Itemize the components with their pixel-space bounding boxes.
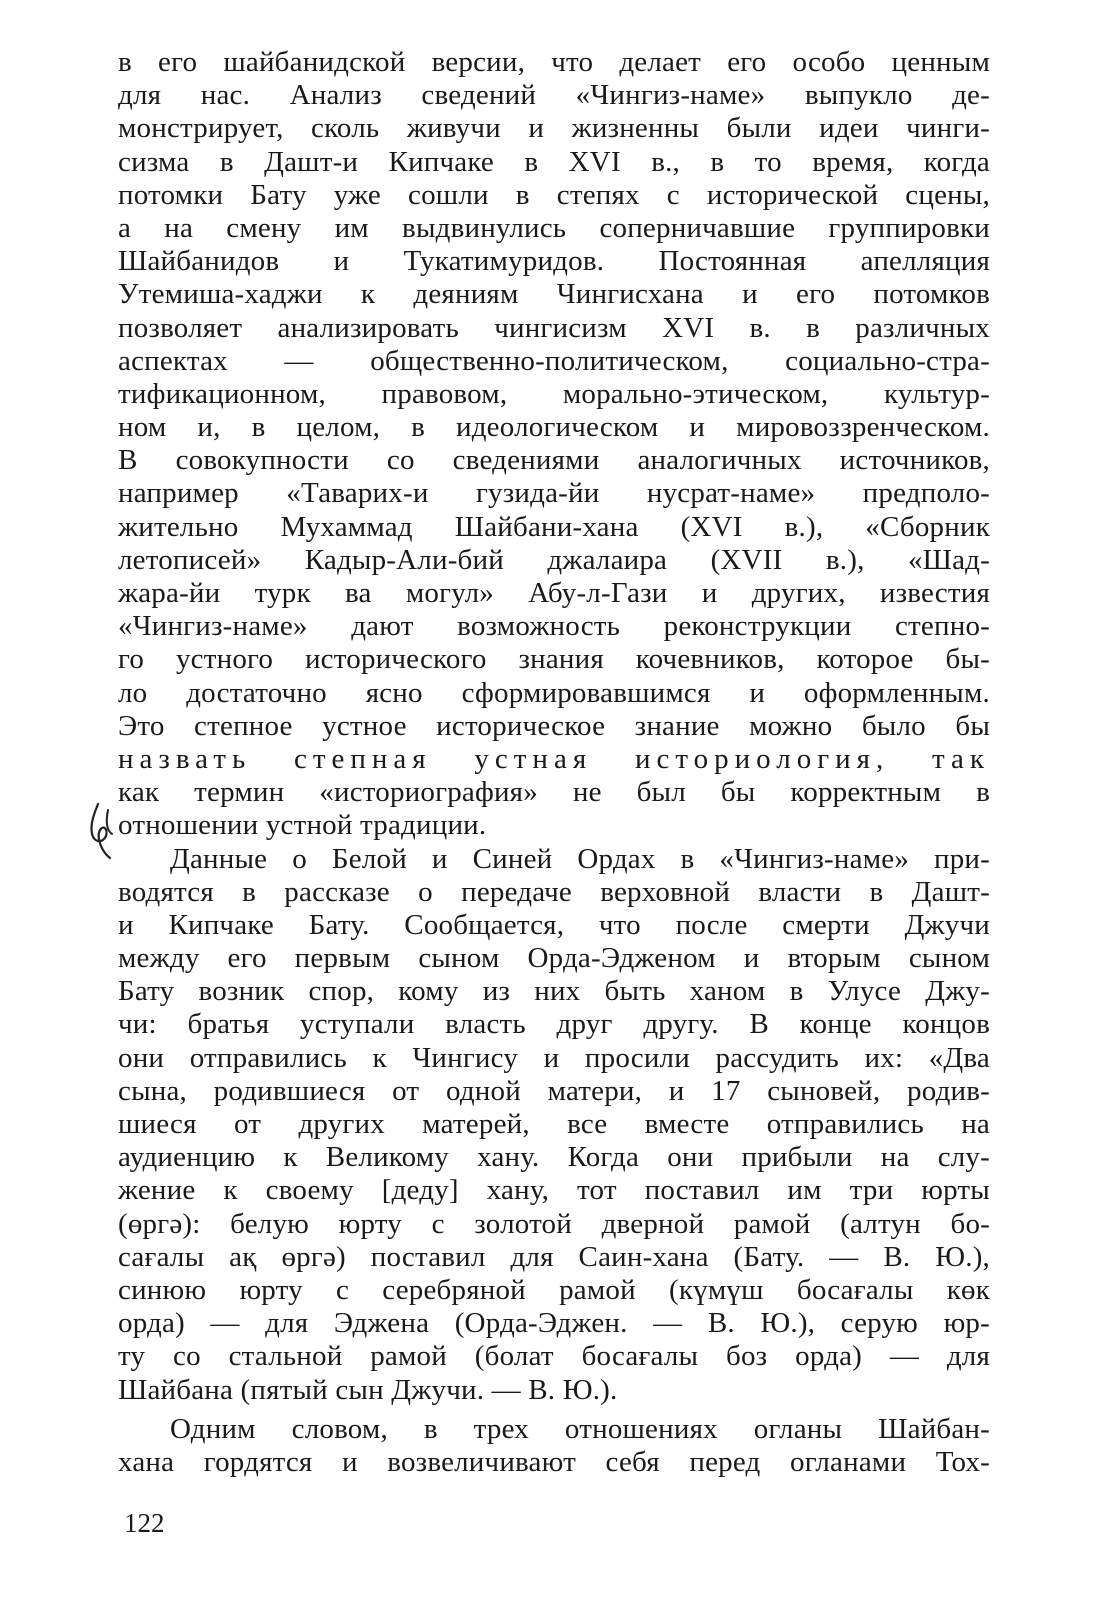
text-line: позволяет анализировать чингисизм XVI в. в различных [118,311,990,344]
text-line: сына, родившиеся от одной матери, и 17 сыновей, родив- [118,1074,990,1107]
text-line: Это степное устное историческое знание можно было бы [118,709,990,742]
text-line: тификационном, правовом, морально-этическом, культур- [118,377,990,410]
text-line: например «Таварих-и гузида-йи нусрат-наме» предполо- [118,477,990,510]
text-line: жение к своему [деду] хану, тот поставил им три юрты [118,1174,990,1207]
text-line: летописей» Кадыр-Али-бий джалаира (XVII в.), «Шад- [118,543,990,576]
text-line: синюю юрту с серебряной рамой (күмүш босағалы көк [118,1273,990,1306]
text-line: В совокупности со сведениями аналогичных источников, [118,444,990,477]
text-line: сағалы ақ өргә) поставил для Саин-хана (Бату. — В. Ю.), [118,1240,990,1273]
text-line: для нас. Анализ сведений «Чингиз-наме» выпукло де- [118,79,990,112]
text-line: Утемиша-хаджи к деяниям Чингисхана и его потомков [118,278,990,311]
text-line: чи: братья уступали власть друг другу. В конце концов [118,1008,990,1041]
text-line: ном и, в целом, в идеологическом и мировоззренческом. [118,411,990,444]
text-line: между его первым сыном Орда-Эдженом и вторым сыном [118,942,990,975]
text-line: ло достаточно ясно сформировавшимся и оформленным. [118,676,990,709]
text-line: «Чингиз-наме» дают возможность реконструкции степно- [118,610,990,643]
text-line: Одним словом, в трех отношениях огланы Шайбан- [170,1412,990,1445]
text-line: Бату возник спор, кому из них быть ханом в Улусе Джу- [118,975,990,1008]
text-line: а на смену им выдвинулись соперничавшие группировки [118,211,990,244]
text-line: они отправились к Чингису и просили рассудить их: «Два [118,1041,990,1074]
text-line: аудиенцию к Великому хану. Когда они прибыли на слу- [118,1141,990,1174]
text-line: назвать степная устная историология, так [118,742,990,775]
body-text [118,46,990,1479]
text-line: в его шайбанидской версии, что делает его особо ценным [118,46,990,78]
text-line: ту со стальной рамой (болат босағалы боз орда) — для [118,1340,990,1373]
text-line: го устного исторического знания кочевников, которое бы- [118,643,990,676]
text-line: хана гордятся и возвеличивают себя перед огланами Тох- [118,1445,990,1478]
text-line: орда) — для Эджена (Орда-Эджен. — В. Ю.), серую юр- [118,1307,990,1340]
handwritten-margin-mark [84,800,124,864]
page-number: 122 [124,1508,165,1538]
text-line: сизма в Дашт-и Кипчаке в XVI в., в то время, когда [118,145,990,178]
text-line: жительно Мухаммад Шайбани-хана (XVI в.), «Сборник [118,510,990,543]
text-line: водятся в рассказе о передаче верховной власти в Дашт- [118,875,990,908]
text-line: потомки Бату уже сошли в степях с исторической сцены, [118,178,990,211]
text-line: как термин «историография» не был бы корректным в [118,776,990,809]
text-line: шиеся от других матерей, все вместе отправились на [118,1108,990,1140]
text-line: Шайбана (пятый сын Джучи. — В. Ю.). [118,1373,618,1406]
text-line: монстрирует, сколь живучи и жизненны были идеи чинги- [118,112,990,145]
text-line: аспектах — общественно-политическом, социально-стра- [118,344,990,377]
text-line: и Кипчаке Бату. Сообщается, что после смерти Джучи [118,908,990,941]
text-line: Данные о Белой и Синей Ордах в «Чингиз-наме» при- [170,842,990,875]
text-line: жара-йи турк ва могул» Абу-л-Гази и других, известия [118,577,990,609]
text-line: (өргә): белую юрту с золотой дверной рамой (алтун бо- [118,1207,990,1240]
text-line: Шайбанидов и Тукатимуридов. Постоянная апелляция [118,245,990,278]
text-line: отношении устной традиции. [118,809,487,842]
